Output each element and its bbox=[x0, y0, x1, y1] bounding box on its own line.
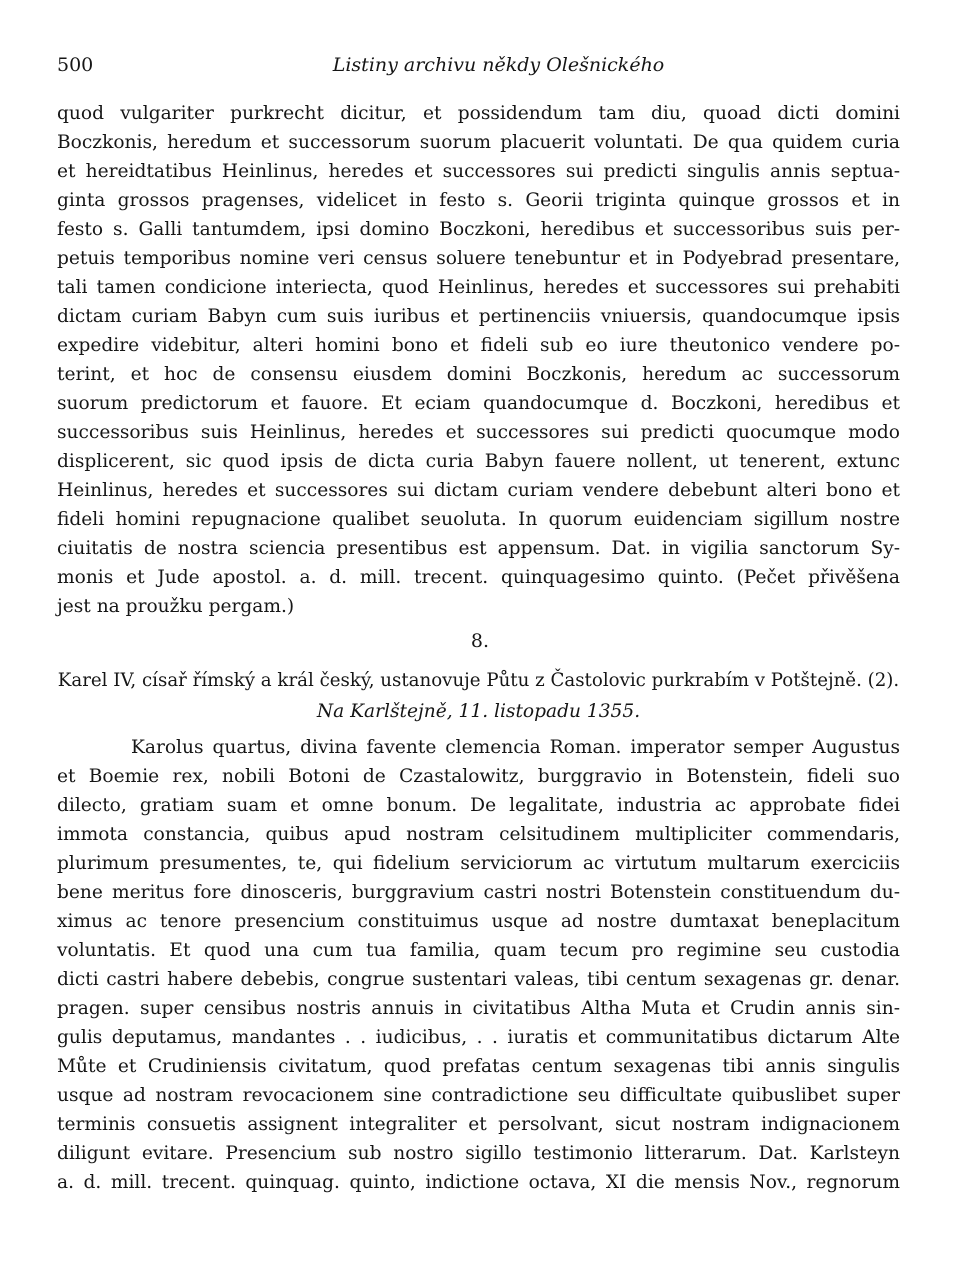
text-line: dilecto, gratiam suam et omne bonum. De legalitate, industria ac approbate fidei bbox=[57, 795, 900, 816]
text-line: pragen. super censibus nostris annuis in civitatibus Altha Muta et Crudin annis sin- bbox=[57, 998, 900, 1019]
text-line: gulis deputamus, mandantes . . iudicibus, . . iuratis et communitatibus dictarum Alte bbox=[57, 1027, 900, 1048]
text-line: immota constancia, quibus apud nostram celsitudinem multipliciter commendaris, bbox=[57, 824, 900, 845]
text-line: quod vulgariter purkrecht dicitur, et possidendum tam diu, quoad dicti domini bbox=[57, 103, 900, 124]
document-number: 8. bbox=[470, 630, 490, 652]
text-line: et Boemie rex, nobili Botoni de Czastalowitz, burggravio in Botenstein, fideli suo bbox=[57, 766, 900, 787]
text-line: jest na proužku pergam.) bbox=[57, 596, 295, 617]
text-line: festo s. Galli tantumdem, ipsi domino Boczkoni, heredibus et successoribus suis per- bbox=[57, 219, 900, 240]
text-line: plurimum presumentes, te, qui fidelium serviciorum ac virtutum multarum exerciciis bbox=[57, 853, 900, 874]
text-line: terint, et hoc de consensu eiusdem domini Boczkonis, heredum ac successorum bbox=[57, 364, 900, 385]
text-line: bene meritus fore dinosceris, burggravium castri nostri Botenstein constituendum du- bbox=[57, 882, 900, 903]
text-line: petuis temporibus nomine veri census soluere tenebuntur et in Podyebrad presentare, bbox=[57, 248, 900, 269]
text-line: ginta grossos pragenses, videlicet in festo s. Georii triginta quinque grossos et in bbox=[57, 190, 900, 211]
text-line: Boczkonis, heredum et successorum suorum placuerit voluntati. De qua quidem curia bbox=[57, 132, 900, 153]
text-line: monis et Jude apostol. a. d. mill. trecent. quinquagesimo quinto. (Pečet přivěšena bbox=[57, 567, 900, 588]
text-line: successoribus suis Heinlinus, heredes et successores sui predicti quocumque modo bbox=[57, 422, 900, 443]
place-date: Na Karlštejně, 11. listopadu 1355. bbox=[316, 701, 641, 722]
text-line: tali tamen condicione interiecta, quod Heinlinus, heredes et successores sui prehabiti bbox=[57, 277, 900, 298]
text-line: Můte et Crudiniensis civitatum, quod prefatas centum sexagenas tibi annis singulis bbox=[57, 1056, 900, 1077]
running-title: Listiny archivu někdy Olešnického bbox=[332, 54, 665, 76]
page-number: 500 bbox=[57, 54, 94, 76]
text-line: ximus ac tenore presencium constituimus usque ad nostre dumtaxat beneplacitum bbox=[57, 911, 900, 932]
text-line: ciuitatis de nostra sciencia presentibus est appensum. Dat. in vigilia sanctorum Sy- bbox=[57, 538, 900, 559]
text-line: displicerent, sic quod ipsis de dicta curia Babyn fauere nollent, ut tenerent, extunc bbox=[57, 451, 900, 472]
text-line: diligunt evitare. Presencium sub nostro sigillo testimonio litterarum. Dat. Karlsteyn bbox=[57, 1143, 900, 1164]
text-line: dictam curiam Babyn cum suis iuribus et pertinenciis vniuersis, quandocumque ipsis bbox=[57, 306, 900, 327]
text-line: a. d. mill. trecent. quinquag. quinto, indictione octava, XI die mensis Nov., regnorum bbox=[57, 1172, 900, 1193]
text-line: dicti castri habere debebis, congrue sustentari valeas, tibi centum sexagenas gr. denar. bbox=[57, 969, 900, 990]
text-line: et hereidtatibus Heinlinus, heredes et successores sui predicti singulis annis septua- bbox=[57, 161, 900, 182]
page-header bbox=[57, 50, 900, 80]
text-line: terminis consuetis assignent integraliter et persolvant, sicut nostram indignacionem bbox=[57, 1114, 900, 1135]
regest-heading: Karel IV, císař římský a král český, ustanovuje Půtu z Častolovic purkrabím v Potštejně. (2). bbox=[57, 670, 900, 691]
text-line: Karolus quartus, divina favente clemencia Roman. imperator semper Augustus bbox=[131, 737, 900, 758]
text-line: usque ad nostram revocacionem sine contradictione seu difficultate quibuslibet super bbox=[57, 1085, 900, 1106]
text-line: expedire videbitur, alteri homini bono et fideli sub eo iure theutonico vendere po- bbox=[57, 335, 900, 356]
text-line: fideli homini repugnacione qualibet seuoluta. In quorum euidenciam sigillum nostre bbox=[57, 509, 900, 530]
text-line: Heinlinus, heredes et successores sui dictam curiam vendere debebunt alteri bono et bbox=[57, 480, 900, 501]
text-line: voluntatis. Et quod una cum tua familia, quam tecum pro regimine seu custodia bbox=[57, 940, 900, 961]
text-line: suorum predictorum et fauore. Et eciam quandocumque d. Boczkoni, heredibus et bbox=[57, 393, 900, 414]
